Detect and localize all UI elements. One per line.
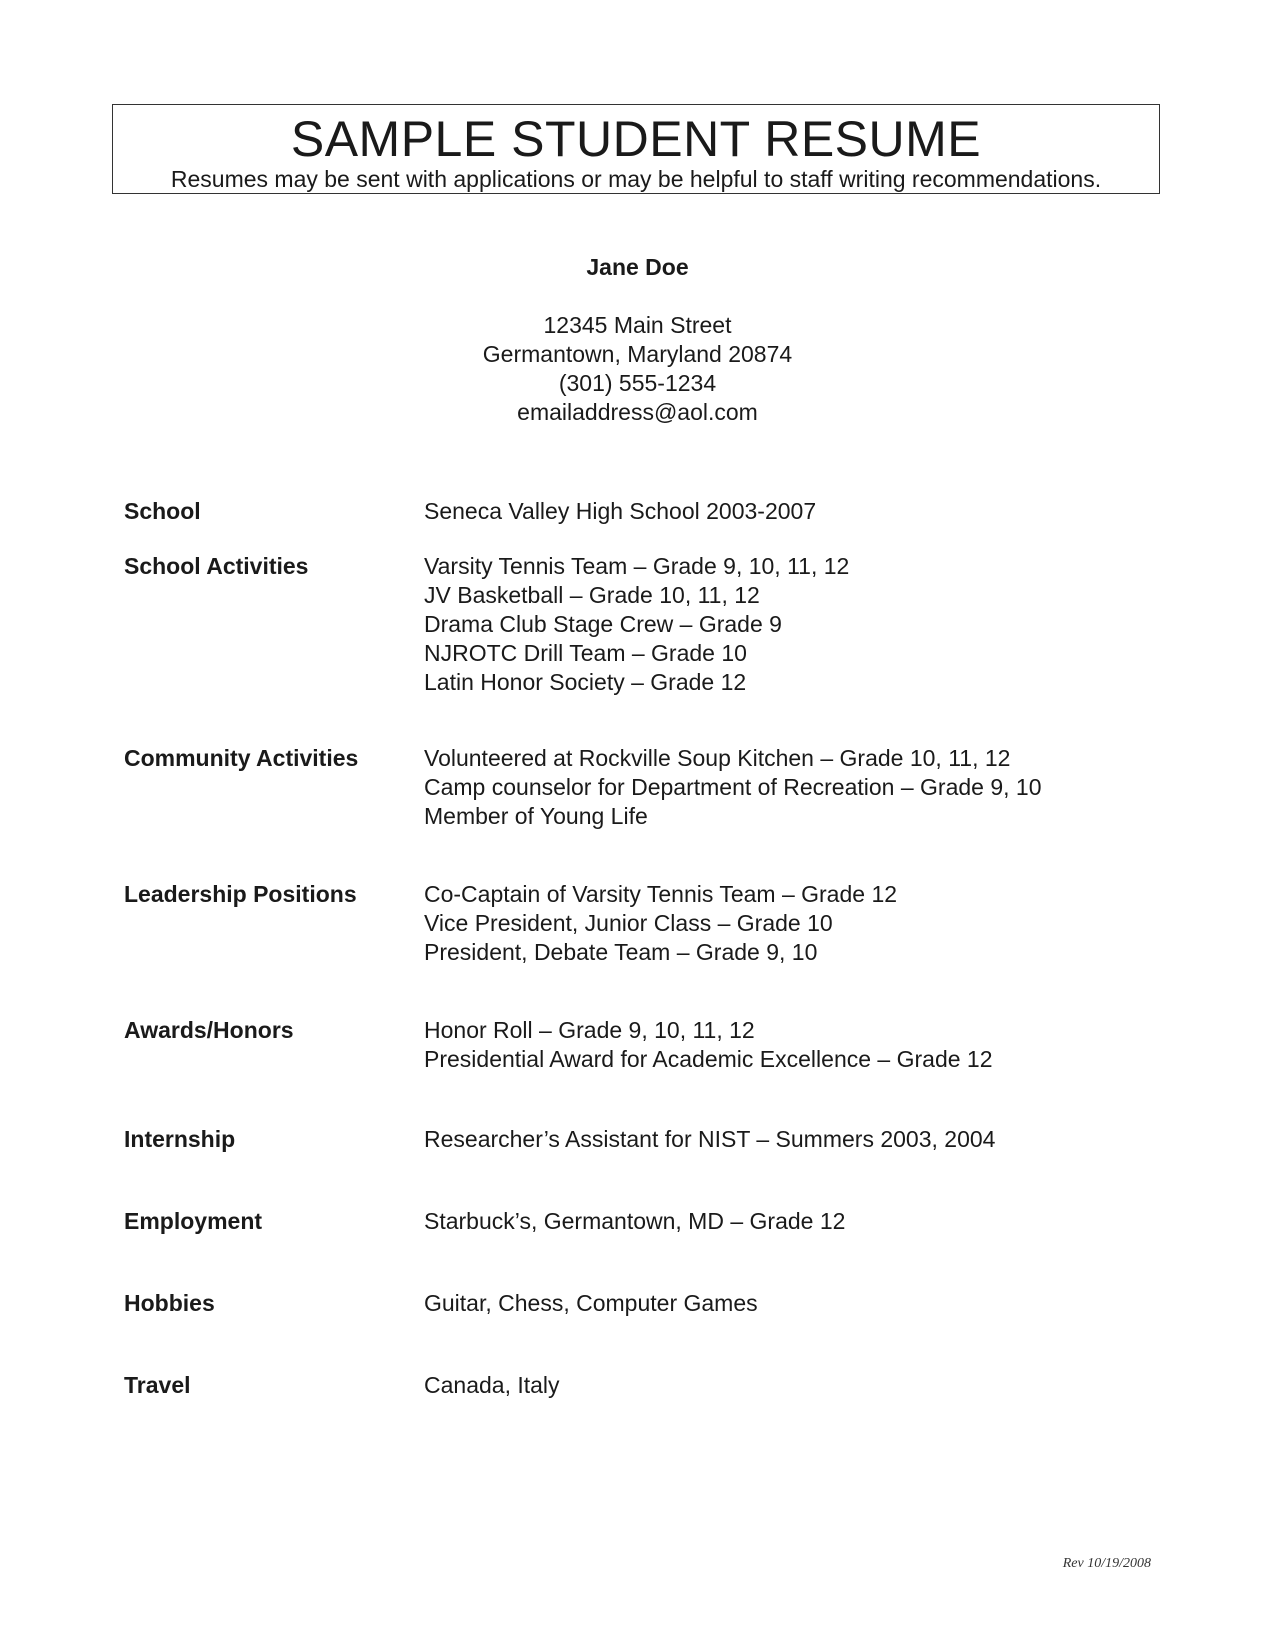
section-item: Canada, Italy (424, 1372, 560, 1398)
section-label: Awards/Honors (124, 1017, 294, 1043)
section-item: Latin Honor Society – Grade 12 (424, 669, 747, 695)
page-title: SAMPLE STUDENT RESUME (290, 111, 982, 167)
section-item: Drama Club Stage Crew – Grade 9 (424, 611, 782, 637)
section-label: School Activities (124, 553, 309, 579)
section-item: Vice President, Junior Class – Grade 10 (424, 910, 833, 936)
section-item: NJROTC Drill Team – Grade 10 (424, 640, 747, 666)
section-items (424, 1289, 758, 1318)
section-label: Travel (124, 1372, 191, 1398)
section-items (424, 552, 849, 697)
section-item: Volunteered at Rockville Soup Kitchen – Grade 10, 11, 12 (424, 745, 1011, 771)
phone-line: (301) 555-1234 (558, 370, 717, 396)
email-line: emailaddress@aol.com (517, 399, 758, 425)
contact-block (0, 311, 1275, 427)
section-item: Camp counselor for Department of Recreation – Grade 9, 10 (424, 774, 1042, 800)
section-item: President, Debate Team – Grade 9, 10 (424, 939, 818, 965)
city-state-line: Germantown, Maryland 20874 (482, 341, 793, 367)
section-item: Starbuck’s, Germantown, MD – Grade 12 (424, 1208, 846, 1234)
section-item: Researcher’s Assistant for NIST – Summers 2003, 2004 (424, 1126, 996, 1152)
page-subtitle: Resumes may be sent with applications or may be helpful to staff writing recommendations. (170, 166, 1102, 192)
address-line: 12345 Main Street (543, 312, 732, 338)
section-label: Employment (124, 1208, 263, 1234)
section-item: Member of Young Life (424, 803, 648, 829)
section-item: Varsity Tennis Team – Grade 9, 10, 11, 12 (424, 553, 850, 579)
section-item: Seneca Valley High School 2003-2007 (424, 498, 817, 524)
section-label: Internship (124, 1126, 236, 1152)
section-items (424, 497, 816, 526)
section-label: Leadership Positions (124, 881, 357, 907)
section-item: JV Basketball – Grade 10, 11, 12 (424, 582, 760, 608)
section-items (424, 1125, 995, 1154)
section-items (424, 744, 1042, 831)
section-label: Hobbies (124, 1290, 215, 1316)
revision-note: Rev 10/19/2008 (1062, 1556, 1151, 1571)
title-box (112, 104, 1160, 194)
section-label: Community Activities (124, 745, 359, 771)
section-items (424, 1371, 560, 1400)
section-item: Presidential Award for Academic Excellence – Grade 12 (424, 1046, 993, 1072)
section-label: School (124, 498, 201, 524)
section-items (424, 1016, 993, 1074)
section-items (424, 1207, 845, 1236)
section-item: Co-Captain of Varsity Tennis Team – Grade 12 (424, 881, 898, 907)
section-item: Guitar, Chess, Computer Games (424, 1290, 758, 1316)
applicant-name: Jane Doe (586, 254, 689, 280)
section-items (424, 880, 897, 967)
section-item: Honor Roll – Grade 9, 10, 11, 12 (424, 1017, 755, 1043)
